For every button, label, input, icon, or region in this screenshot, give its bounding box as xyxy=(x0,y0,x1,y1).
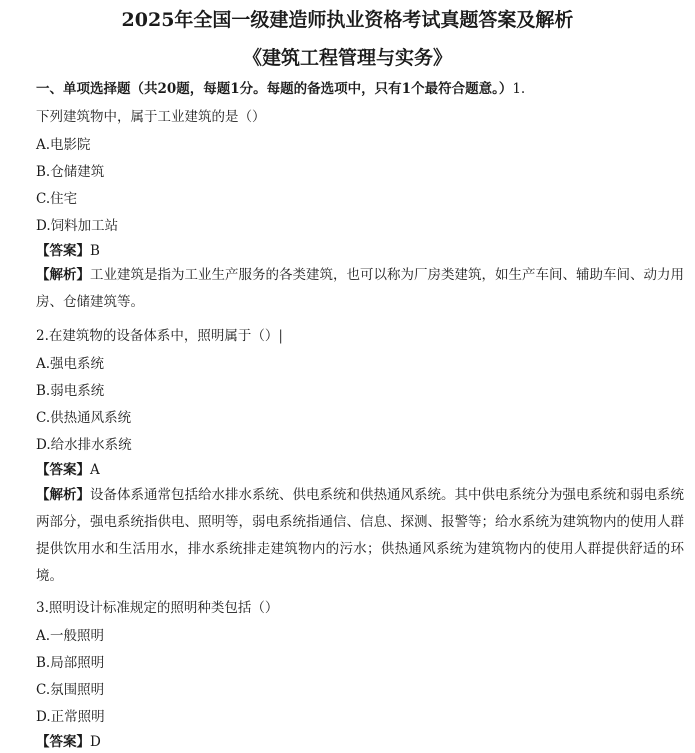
question-1-option-d: D.饲料加工站 xyxy=(36,218,119,234)
document-subtitle: 《建筑工程管理与实务》 xyxy=(242,47,452,69)
question-3-stem: 3.照明设计标准规定的照明种类包括（） xyxy=(36,600,279,616)
question-1-stem: 下列建筑物中，属于工业建筑的是（） xyxy=(36,109,266,125)
answer-tag: 【答案】 xyxy=(36,734,90,750)
question-1-option-c: C.住宅 xyxy=(36,191,78,207)
answer-tag: 【答案】 xyxy=(36,243,90,259)
section-heading xyxy=(36,78,686,100)
question-3-option-b: B.局部照明 xyxy=(36,655,105,671)
section-number-tail: 1. xyxy=(512,81,526,97)
question-2-stem xyxy=(36,325,686,347)
analysis-text: 设备体系通常包括给水排水系统、供电系统和供热通风系统。其中供电系统分为强电系统和弱电系统两部分，强电系统指供电、照明等，弱电系统指通信、信息、探测、报警等；给水系统为建筑物内的使用人群提供饮用水和生活用水，排水系统排走建筑物内的污水；供热通风系统为建筑物内的使用人群提供舒适的环境。 xyxy=(36,487,684,584)
answer-tag: 【答案】 xyxy=(36,462,90,478)
document-title: 2025年全国一级建造师执业资格考试真题答案及解析 xyxy=(121,9,574,31)
answer-value: B xyxy=(90,243,100,259)
analysis-tag: 【解析】 xyxy=(36,487,90,503)
question-1-analysis xyxy=(36,262,684,316)
answer-value: D xyxy=(90,734,101,750)
question-3-option-d: D.正常照明 xyxy=(36,709,105,725)
analysis-text: 工业建筑是指为工业生产服务的各类建筑，也可以称为厂房类建筑，如生产车间、辅助车间、动力用房、仓储建筑等。 xyxy=(36,267,684,310)
question-2-option-a: A.强电系统 xyxy=(36,356,105,372)
question-1-answer xyxy=(36,240,686,262)
question-1-option-b: B.仓储建筑 xyxy=(36,164,105,180)
text-cursor: | xyxy=(278,328,283,344)
question-1-option-a: A.电影院 xyxy=(36,137,91,153)
question-2-stem-text: 2.在建筑物的设备体系中，照明属于（） xyxy=(36,328,279,344)
question-2-option-b: B.弱电系统 xyxy=(36,383,105,399)
question-2-option-d: D.给水排水系统 xyxy=(36,437,132,453)
analysis-tag: 【解析】 xyxy=(36,267,90,283)
question-2-answer xyxy=(36,459,686,481)
question-3-option-a: A.一般照明 xyxy=(36,628,105,644)
question-2-analysis xyxy=(36,482,684,590)
question-3-option-c: C.氛围照明 xyxy=(36,682,105,698)
answer-value: A xyxy=(90,462,100,478)
question-2-option-c: C.供热通风系统 xyxy=(36,410,132,426)
section-heading-text: 一、单项选择题（共20题，每题1分。每题的备选项中，只有1个最符合题意。） xyxy=(36,81,513,97)
